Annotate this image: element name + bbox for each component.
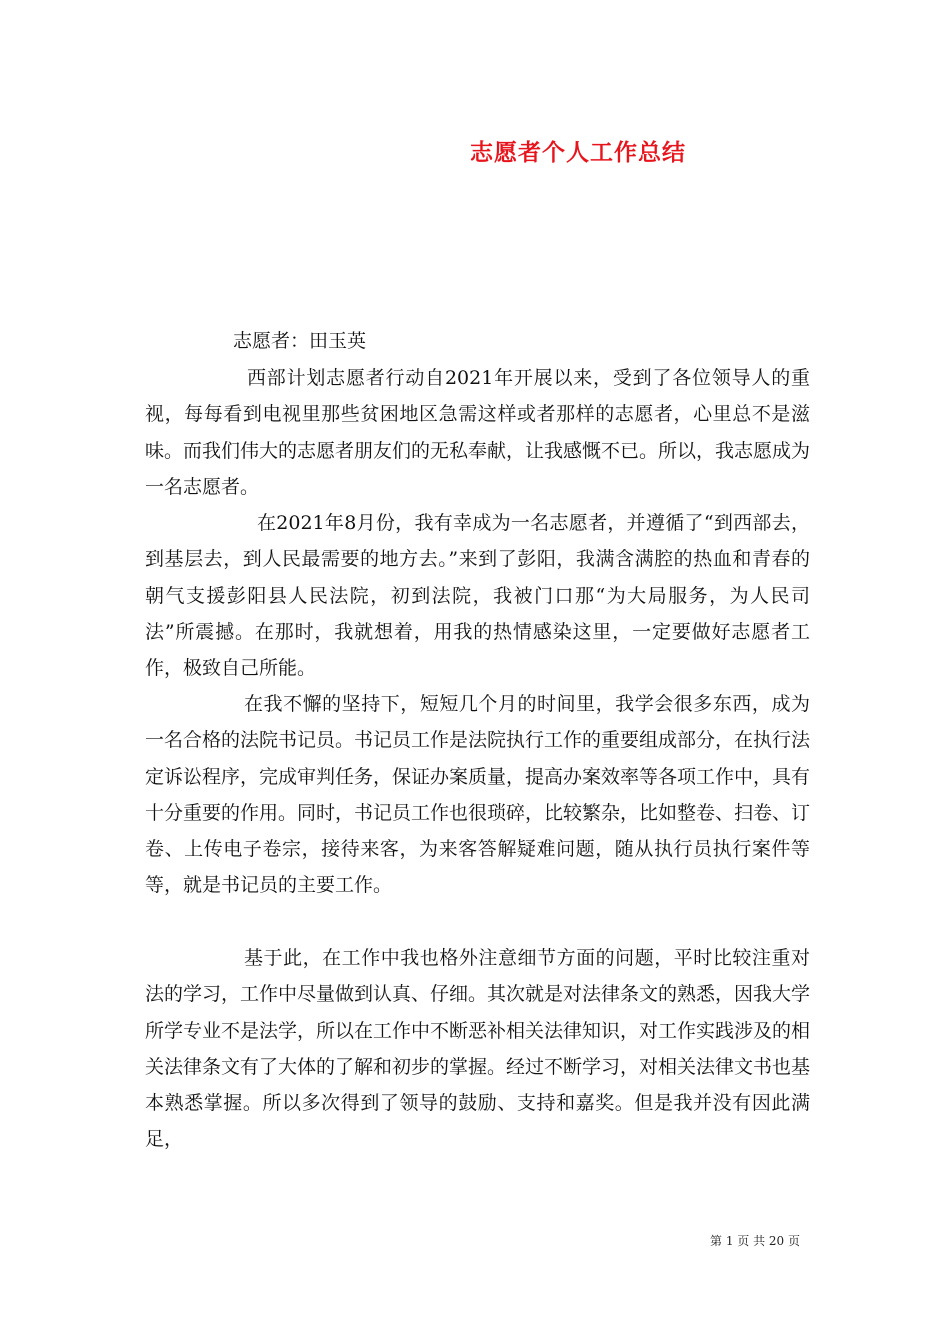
- paragraph-3: 在我不懈的坚持下，短短几个月的时间里，我学会很多东西，成为一名合格的法院书记员。书记员工作是法院执行工作的重要组成部分，在执行法定诉讼程序，完成审判任务，保证办案质量，提高办案效率等各项工作中，具有十分重要的作用。同时，书记员工作也很琐碎，比较繁杂，比如整卷、扫卷、订卷、上传电子卷宗，接待来客，为来客答解疑难问题，随从执行员执行案件等等，就是书记员的主要工作。: [145, 693, 811, 897]
- author-line: 志愿者：田玉英: [233, 330, 367, 352]
- page-footer: 第 1 页 共 20 页: [710, 1234, 800, 1248]
- document-title: 志愿者个人工作总结: [470, 139, 686, 166]
- paragraph-2: 在2021年8月份，我有幸成为一名志愿者，并遵循了“到西部去，到基层去，到人民最需要的地方去。”来到了彭阳，我满含满腔的热血和青春的朝气支援彭阳县人民法院，初到法院，我被门口那“为大局服务，为人民司法”所震撼。在那时，我就想着，用我的热情感染这里，一定要做好志愿者工作，极致自己所能。: [145, 512, 810, 680]
- paragraph-4: 基于此，在工作中我也格外注意细节方面的问题，平时比较注重对法的学习，工作中尽量做到认真、仔细。其次就是对法律条文的熟悉，因我大学所学专业不是法学，所以在工作中不断恶补相关法律知识，对工作实践涉及的相关法律条文有了大体的了解和初步的掌握。经过不断学习，对相关法律文书也基本熟悉掌握。所以多次得到了领导的鼓励、支持和嘉奖。但是我并没有因此满足，: [145, 947, 811, 1151]
- paragraph-1: 西部计划志愿者行动自2021年开展以来，受到了各位领导人的重视，每每看到电视里那些贫困地区急需这样或者那样的志愿者，心里总不是滋味。而我们伟大的志愿者朋友们的无私奉献，让我感慨不已。所以，我志愿成为一名志愿者。: [145, 367, 811, 498]
